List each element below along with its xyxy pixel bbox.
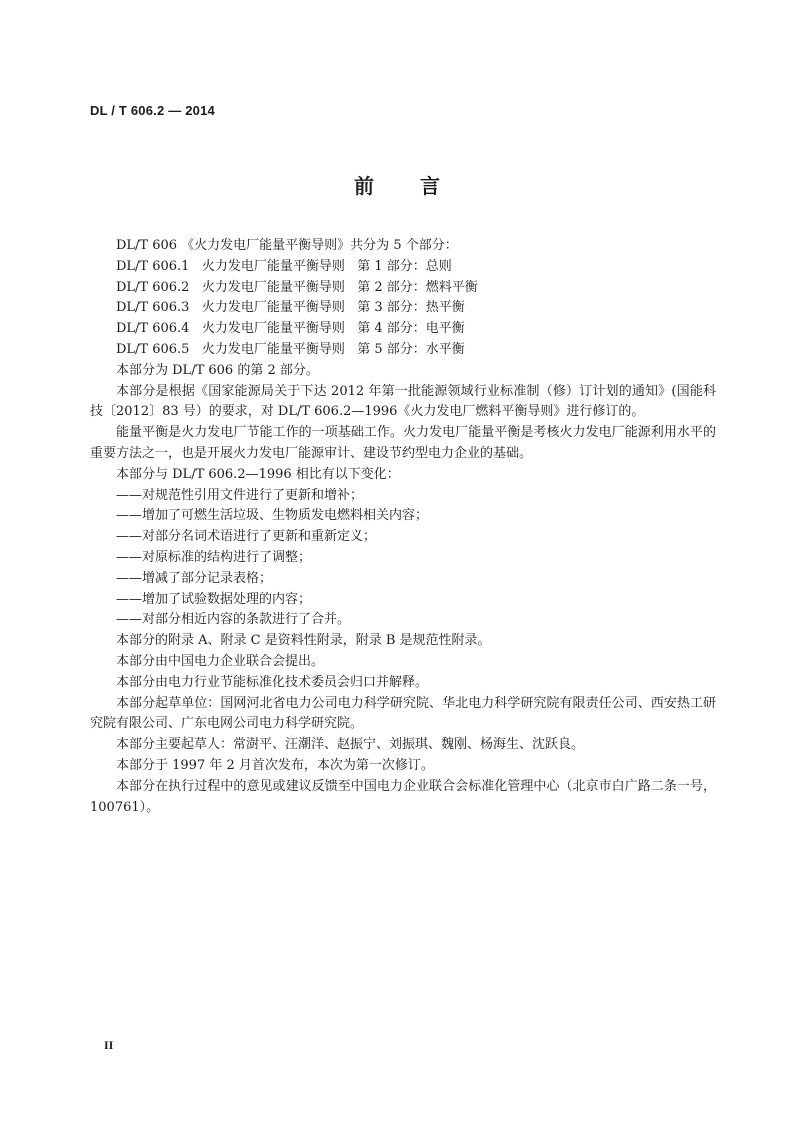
page-number: II <box>104 1038 114 1052</box>
part-item: DL/T 606.2 火力发电厂能量平衡导则 第 2 部分：燃料平衡 <box>116 279 478 295</box>
change-item: ——增加了可燃生活垃圾、生物质发电燃料相关内容； <box>116 508 429 524</box>
change-item: ——增减了部分记录表格； <box>116 570 273 586</box>
title-char-2: 言 <box>420 174 440 198</box>
change-item: ——对部分名词术语进行了更新和重新定义； <box>116 529 377 545</box>
feedback-paragraph: 本部分在执行过程中的意见或建议反馈至中国电力企业联合会标准化管理中心（北京市白广路二条一号，100761）。 <box>90 778 716 815</box>
appendix-paragraph: 本部分的附录 A、附录 C 是资料性附录，附录 B 是规范性附录。 <box>116 633 491 649</box>
changes-paragraph: 本部分与 DL/T 606.2—1996 相比有以下变化： <box>116 466 400 482</box>
interpret-paragraph: 本部分由电力行业节能标准化技术委员会归口并解释。 <box>116 674 429 690</box>
basis-paragraph: 本部分是根据《国家能源局关于下达 2012 年第一批能源领域行业标准制（修）订计划的通知》(国能科技〔2012〕83 号）的要求，对 DL/T 606.2—1996《火力发电厂燃料平衡导则》进行修订的。 <box>90 383 716 420</box>
part-paragraph: 本部分为 DL/T 606 的第 2 部分。 <box>116 362 319 378</box>
title-char-1: 前 <box>354 174 374 198</box>
change-item: ——对部分相近内容的条款进行了合并。 <box>116 612 351 628</box>
foreword-body <box>90 236 716 818</box>
part-item: DL/T 606.5 火力发电厂能量平衡导则 第 5 部分：水平衡 <box>116 341 465 357</box>
part-item: DL/T 606.3 火力发电厂能量平衡导则 第 3 部分：热平衡 <box>116 300 465 316</box>
part-item: DL/T 606.1 火力发电厂能量平衡导则 第 1 部分：总则 <box>116 258 452 274</box>
drafters-org-paragraph: 本部分起草单位：国网河北省电力公司电力科学研究院、华北电力科学研究院有限责任公司、西安热工研究院有限公司、广东电网公司电力科学研究院。 <box>90 695 716 732</box>
drafters-paragraph: 本部分主要起草人：常澍平、汪潮洋、赵振宁、刘振琪、魏刚、杨海生、沈跃良。 <box>116 737 585 753</box>
part-item: DL/T 606.4 火力发电厂能量平衡导则 第 4 部分：电平衡 <box>116 321 465 337</box>
change-item: ——对原标准的结构进行了调整； <box>116 549 312 565</box>
intro-paragraph: DL/T 606 《火力发电厂能量平衡导则》共分为 5 个部分： <box>116 238 458 253</box>
proposed-paragraph: 本部分由中国电力企业联合会提出。 <box>116 653 325 669</box>
history-paragraph: 本部分于 1997 年 2 月首次发布，本次为第一次修订。 <box>116 757 434 773</box>
standard-code-header: DL / T 606.2 — 2014 <box>90 103 215 118</box>
energy-paragraph: 能量平衡是火力发电厂节能工作的一项基础工作。火力发电厂能量平衡是考核火力发电厂能源利用水平的重要方法之一，也是开展火力发电厂能源审计、建设节约型电力企业的基础。 <box>90 425 716 461</box>
change-item: ——对规范性引用文件进行了更新和增补； <box>116 487 364 503</box>
page-title <box>0 170 794 199</box>
change-item: ——增加了试验数据处理的内容； <box>116 591 312 607</box>
